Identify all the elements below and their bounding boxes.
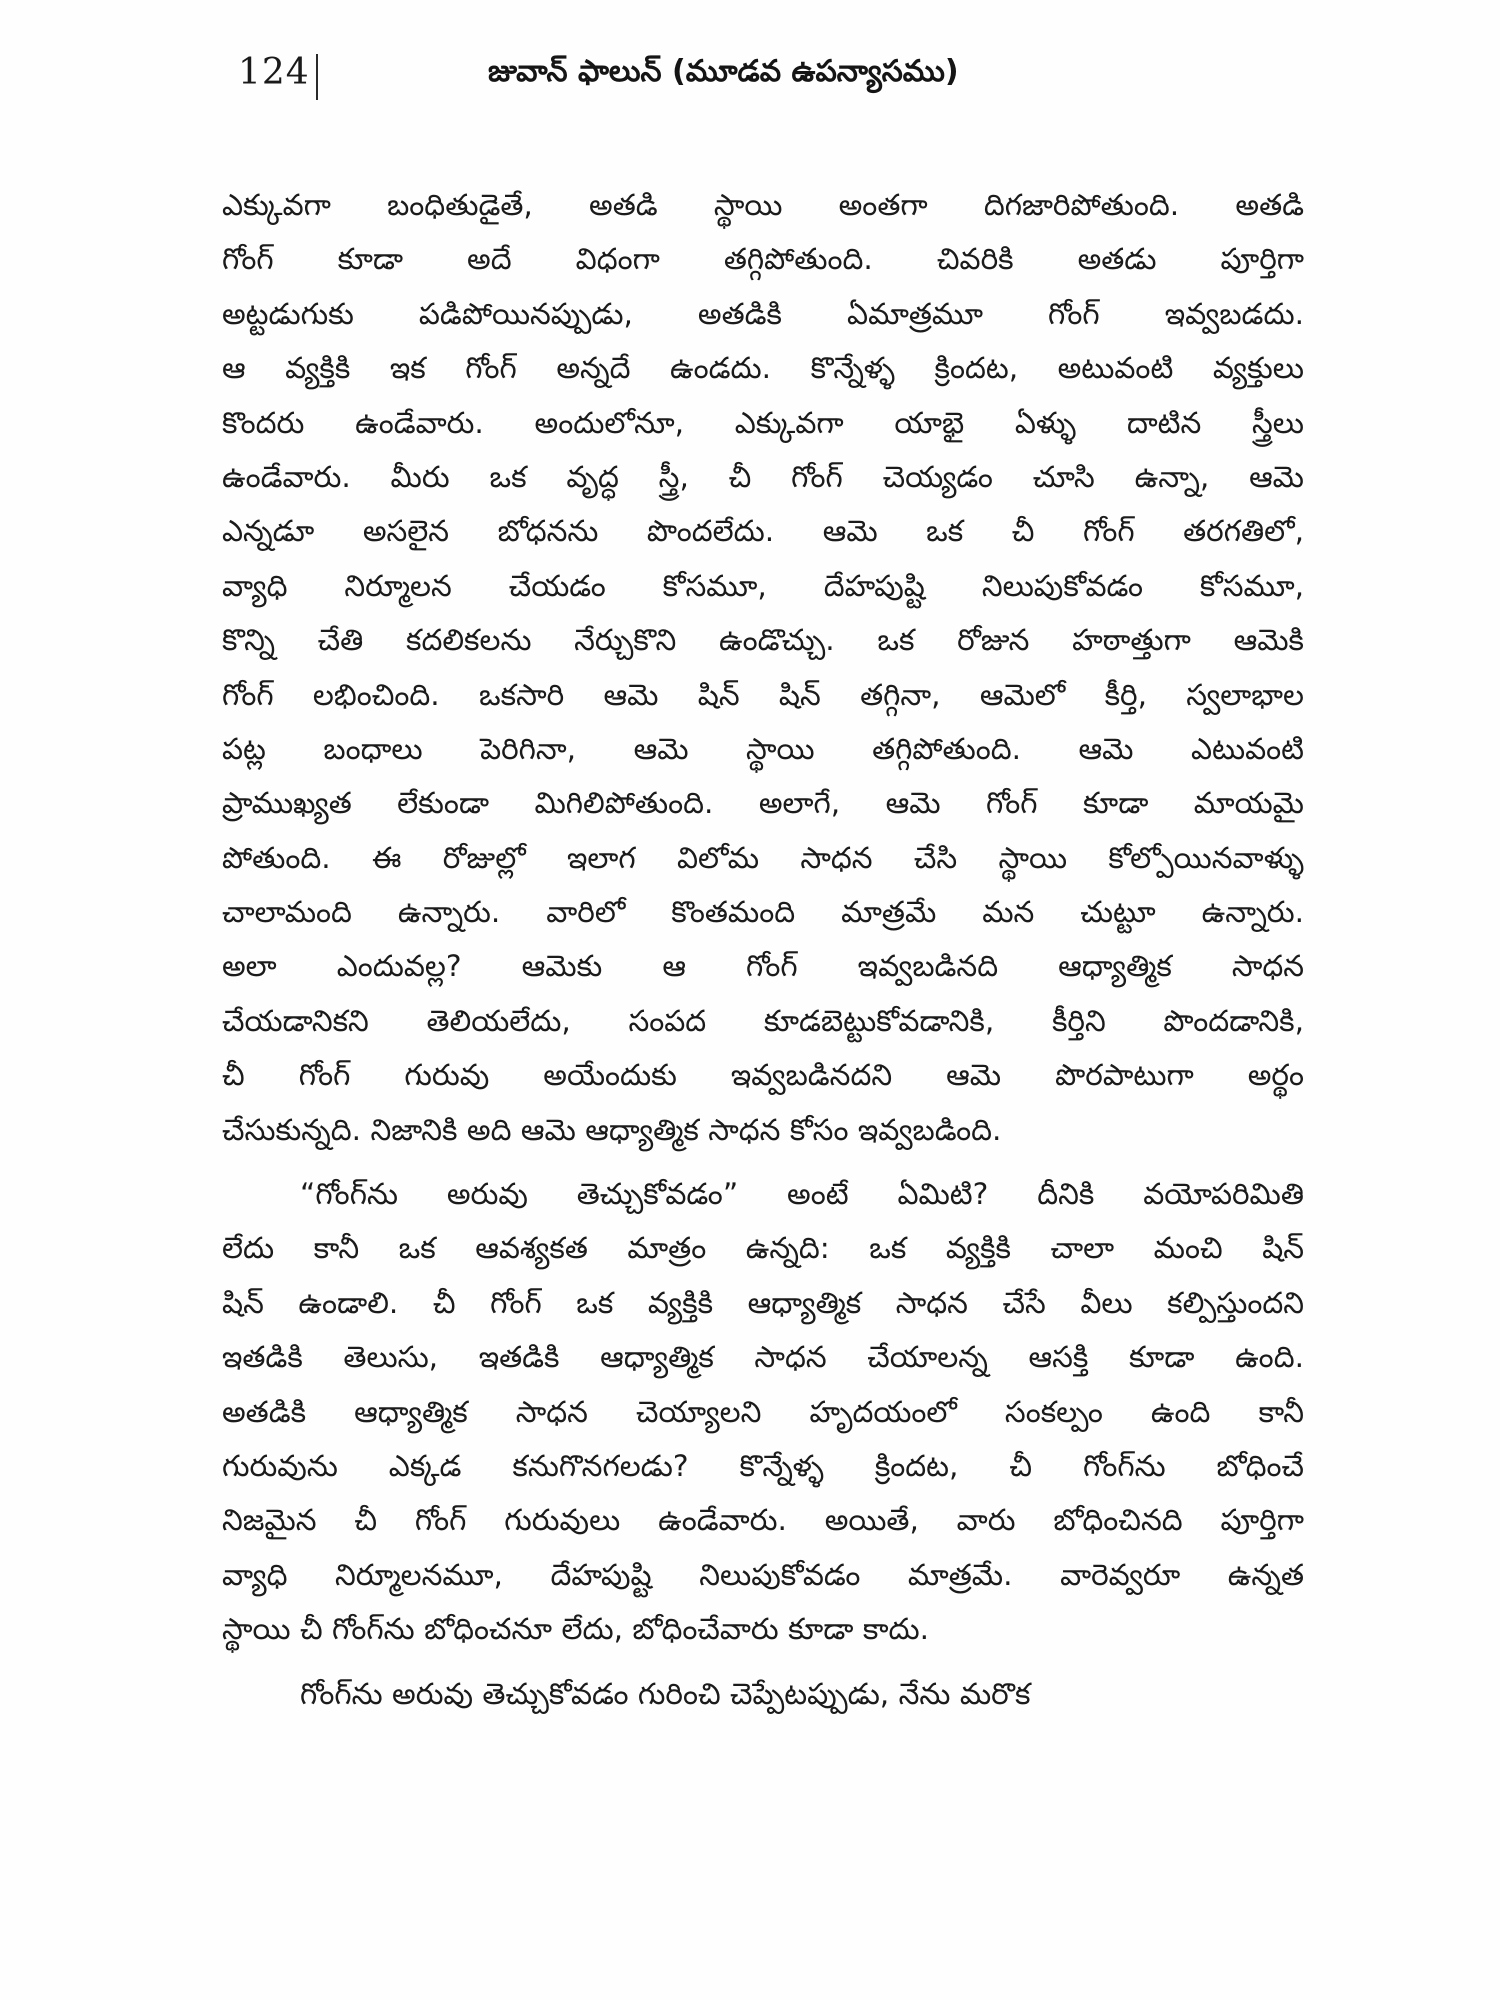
paragraph-1 — [222, 178, 1304, 1157]
text-line: అలా ఎందువల్ల? ఆమెకు ఆ గోంగ్ ఇవ్వబడినది ఆధ్యాత్మిక సాధన — [222, 949, 1304, 984]
text-line: “గోంగ్‌ను అరువు తెచ్చుకోవడం” అంటే ఏమిటి? దీనికి వయోపరిమితి — [300, 1177, 1304, 1212]
text-line: ప్రాముఖ్యత లేకుండా మిగిలిపోతుంది. అలాగే, ఆమె గోంగ్ కూడా మాయమై — [222, 786, 1304, 821]
text-line: పట్ల బంధాలు పెరిగినా, ఆమె స్థాయి తగ్గిపోతుంది. ఆమె ఎటువంటి — [222, 731, 1304, 766]
paragraph-gap — [222, 1657, 1304, 1667]
text-line: చేయడానికని తెలియలేదు, సంపద కూడబెట్టుకోవడానికి, కీర్తిని పొందడానికి, — [222, 1003, 1304, 1038]
paragraph-3 — [222, 1667, 1304, 1721]
text-line: గోంగ్ కూడా అదే విధంగా తగ్గిపోతుంది. చివరికి అతడు పూర్తిగా — [222, 242, 1304, 277]
text-line: ఎక్కువగా బంధితుడైతే, అతడి స్థాయి అంతగా దిగజారిపోతుంది. అతడి — [222, 188, 1304, 222]
text-line: ఎన్నడూ అసలైన బోధనను పొందలేదు. ఆమె ఒక చీ గోంగ్ తరగతిలో, — [222, 514, 1304, 549]
text-line: పోతుంది. ఈ రోజుల్లో ఇలాగ విలోమ సాధన చేసి స్థాయి కోల్పోయినవాళ్ళు — [222, 840, 1304, 875]
text-line: చీ గోంగ్ గురువు అయేందుకు ఇవ్వబడినదని ఆమె పొరపాటుగా అర్థం — [222, 1058, 1304, 1093]
text-line: షిన్ ఉండాలి. చీ గోంగ్ ఒక వ్యక్తికి ఆధ్యాత్మిక సాధన చేసే వీలు కల్పిస్తుందని — [222, 1285, 1304, 1320]
header-divider — [316, 54, 318, 100]
text-line: స్థాయి చీ గోంగ్‌ను బోధించనూ లేదు, బోధించేవారు కూడా కాదు. — [222, 1612, 930, 1647]
text-line: చేసుకున్నది. నిజానికి అది ఆమె ఆధ్యాత్మిక సాధన కోసం ఇవ్వబడింది. — [222, 1112, 1002, 1147]
body-text — [222, 178, 1304, 1978]
text-line: గురువును ఎక్కడ కనుగొనగలడు? కొన్నేళ్ళ క్రిందట, చీ గోంగ్‌ను బోధించే — [222, 1448, 1304, 1483]
text-line: కొందరు ఉండేవారు. అందులోనూ, ఎక్కువగా యాభై ఏళ్ళు దాటిన స్త్రీలు — [222, 405, 1304, 440]
text-line: అతడికి ఆధ్యాత్మిక సాధన చెయ్యాలని హృదయంలో సంకల్పం ఉంది కానీ — [222, 1394, 1304, 1429]
text-line: ఆ వ్యక్తికి ఇక గోంగ్ అన్నదే ఉండదు. కొన్నేళ్ళ క్రిందట, అటువంటి వ్యక్తులు — [222, 351, 1304, 386]
paragraph-2 — [222, 1167, 1304, 1657]
text-line: చాలామంది ఉన్నారు. వారిలో కొంతమంది మాత్రమే మన చుట్టూ ఉన్నారు. — [222, 895, 1304, 930]
page-header — [238, 48, 1298, 118]
text-line: వ్యాధి నిర్మూలనమూ, దేహపుష్టి నిలుపుకోవడం మాత్రమే. వారెవ్వరూ ఉన్నత — [222, 1557, 1304, 1592]
running-title: జువాన్ ఫాలున్ (మూడవ ఉపన్యాసము) — [488, 54, 959, 89]
text-line: కొన్ని చేతి కదలికలను నేర్చుకొని ఉండొచ్చు. ఒక రోజున హఠాత్తుగా ఆమెకి — [222, 623, 1304, 658]
text-line: గోంగ్‌ను అరువు తెచ్చుకోవడం గురించి చెప్పేటప్పుడు, నేను మరొక — [300, 1676, 1031, 1711]
page-number: 124 — [238, 52, 310, 93]
text-line: నిజమైన చీ గోంగ్ గురువులు ఉండేవారు. అయితే, వారు బోధించినది పూర్తిగా — [222, 1503, 1304, 1538]
text-line: గోంగ్ లభించింది. ఒకసారి ఆమె షిన్ షిన్ తగ్గినా, ఆమెలో కీర్తి, స్వలాభాల — [222, 677, 1304, 712]
text-line: వ్యాధి నిర్మూలన చేయడం కోసమూ, దేహపుష్టి నిలుపుకోవడం కోసమూ, — [222, 568, 1304, 603]
paragraph-gap — [222, 1157, 1304, 1167]
text-line: ఇతడికి తెలుసు, ఇతడికి ఆధ్యాత్మిక సాధన చేయాలన్న ఆసక్తి కూడా ఉంది. — [222, 1340, 1304, 1375]
text-line: ఉండేవారు. మీరు ఒక వృద్ధ స్త్రీ, చీ గోంగ్ చెయ్యడం చూసి ఉన్నా, ఆమె — [222, 459, 1304, 494]
text-line: అట్టడుగుకు పడిపోయినప్పుడు, అతడికి ఏమాత్రమూ గోంగ్ ఇవ్వబడదు. — [222, 296, 1304, 331]
text-line: లేదు కానీ ఒక ఆవశ్యకత మాత్రం ఉన్నది: ఒక వ్యక్తికి చాలా మంచి షిన్ — [222, 1231, 1304, 1266]
